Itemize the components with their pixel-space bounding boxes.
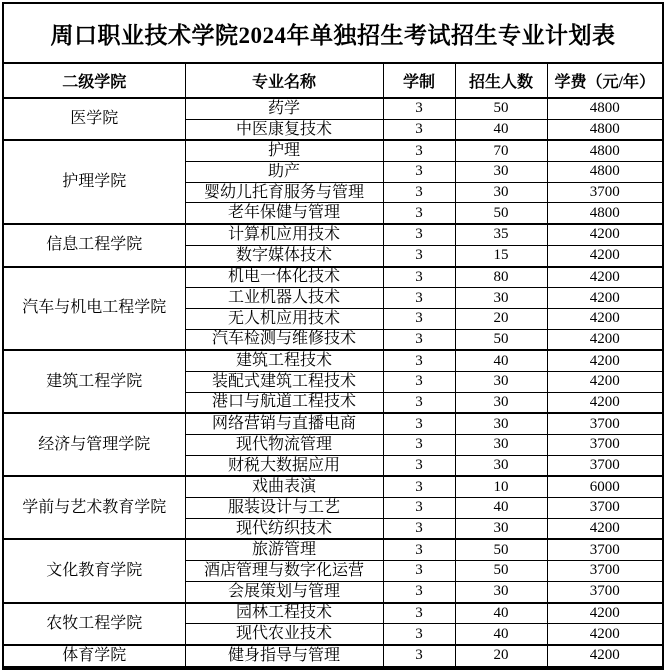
years-cell: 3 [383,498,455,519]
major-cell: 服装设计与工艺 [185,498,383,519]
years-cell: 3 [383,308,455,329]
major-cell: 现代物流管理 [185,435,383,456]
table-row [3,413,663,434]
table-row [3,539,663,560]
quota-cell: 30 [455,435,547,456]
years-cell: 3 [383,267,455,288]
years-cell: 3 [383,413,455,434]
column-header-enrollment-count: 招生人数 [455,63,547,98]
years-cell: 3 [383,245,455,266]
table-row [3,267,663,288]
college-cell: 学前与艺术教育学院 [3,476,185,539]
major-cell: 港口与航道工程技术 [185,392,383,413]
column-header-college: 二级学院 [3,63,185,98]
years-cell: 3 [383,581,455,602]
quota-cell: 20 [455,308,547,329]
college-cell: 文化教育学院 [3,539,185,602]
quota-cell: 30 [455,162,547,183]
college-cell: 农牧工程学院 [3,603,185,645]
quota-cell: 30 [455,518,547,539]
years-cell: 3 [383,603,455,624]
tuition-cell: 4800 [547,203,663,224]
quota-cell: 50 [455,98,547,119]
years-cell: 3 [383,518,455,539]
years-cell: 3 [383,119,455,140]
quota-cell: 35 [455,224,547,245]
years-cell: 3 [383,329,455,350]
admission-plan-page [0,2,664,669]
major-cell: 财税大数据应用 [185,455,383,476]
years-cell: 3 [383,371,455,392]
tuition-cell: 3700 [547,561,663,582]
quota-cell: 40 [455,498,547,519]
quota-cell: 15 [455,245,547,266]
quota-cell: 40 [455,624,547,645]
quota-cell: 50 [455,539,547,560]
quota-cell: 20 [455,645,547,668]
tuition-cell: 4800 [547,98,663,119]
table-row [3,603,663,624]
quota-cell: 40 [455,350,547,371]
years-cell: 3 [383,162,455,183]
table-row [3,476,663,497]
tuition-cell: 3700 [547,435,663,456]
years-cell: 3 [383,435,455,456]
column-header-duration: 学制 [383,63,455,98]
major-cell: 工业机器人技术 [185,288,383,309]
major-cell: 中医康复技术 [185,119,383,140]
quota-cell: 30 [455,371,547,392]
table-row [3,98,663,119]
tuition-cell: 4200 [547,308,663,329]
major-cell: 园林工程技术 [185,603,383,624]
quota-cell: 40 [455,119,547,140]
years-cell: 3 [383,98,455,119]
major-cell: 戏曲表演 [185,476,383,497]
tuition-cell: 4800 [547,140,663,161]
tuition-cell: 3700 [547,413,663,434]
tuition-cell: 3700 [547,182,663,203]
table-row [3,645,663,668]
quota-cell: 50 [455,329,547,350]
major-cell: 婴幼儿托育服务与管理 [185,182,383,203]
tuition-cell: 4200 [547,245,663,266]
major-cell: 建筑工程技术 [185,350,383,371]
major-cell: 酒店管理与数字化运营 [185,561,383,582]
tuition-cell: 4200 [547,518,663,539]
tuition-cell: 4200 [547,288,663,309]
column-header-tuition: 学费（元/年） [547,63,663,98]
quota-cell: 30 [455,288,547,309]
years-cell: 3 [383,182,455,203]
major-cell: 网络营销与直播电商 [185,413,383,434]
title-row [3,3,663,63]
college-cell: 汽车与机电工程学院 [3,267,185,351]
tuition-cell: 4200 [547,267,663,288]
tuition-cell: 4800 [547,162,663,183]
years-cell: 3 [383,645,455,668]
years-cell: 3 [383,203,455,224]
major-cell: 数字媒体技术 [185,245,383,266]
tuition-cell: 3700 [547,498,663,519]
years-cell: 3 [383,392,455,413]
quota-cell: 30 [455,455,547,476]
tuition-cell: 4800 [547,119,663,140]
quota-cell: 30 [455,182,547,203]
major-cell: 老年保健与管理 [185,203,383,224]
years-cell: 3 [383,288,455,309]
college-cell: 医学院 [3,98,185,140]
page-title: 周口职业技术学院2024年单独招生考试招生专业计划表 [3,3,663,63]
column-header-row [3,63,663,98]
tuition-cell: 3700 [547,455,663,476]
tuition-cell: 3700 [547,539,663,560]
column-header-major-name: 专业名称 [185,63,383,98]
tuition-cell: 4200 [547,329,663,350]
major-cell: 现代纺织技术 [185,518,383,539]
college-cell: 护理学院 [3,140,185,224]
quota-cell: 50 [455,561,547,582]
major-cell: 健身指导与管理 [185,645,383,668]
tuition-cell: 4200 [547,603,663,624]
major-cell: 助产 [185,162,383,183]
years-cell: 3 [383,224,455,245]
major-cell: 装配式建筑工程技术 [185,371,383,392]
tuition-cell: 4200 [547,645,663,668]
tuition-cell: 6000 [547,476,663,497]
major-cell: 药学 [185,98,383,119]
years-cell: 3 [383,350,455,371]
years-cell: 3 [383,624,455,645]
quota-cell: 10 [455,476,547,497]
college-cell: 经济与管理学院 [3,413,185,476]
major-cell: 计算机应用技术 [185,224,383,245]
table-row [3,350,663,371]
quota-cell: 50 [455,203,547,224]
table-row [3,140,663,161]
quota-cell: 80 [455,267,547,288]
years-cell: 3 [383,476,455,497]
major-cell: 机电一体化技术 [185,267,383,288]
major-cell: 现代农业技术 [185,624,383,645]
major-cell: 护理 [185,140,383,161]
college-cell: 体育学院 [3,645,185,668]
tuition-cell: 4200 [547,350,663,371]
quota-cell: 30 [455,581,547,602]
years-cell: 3 [383,140,455,161]
years-cell: 3 [383,455,455,476]
tuition-cell: 4200 [547,371,663,392]
tuition-cell: 3700 [547,581,663,602]
major-cell: 汽车检测与维修技术 [185,329,383,350]
quota-cell: 30 [455,413,547,434]
years-cell: 3 [383,539,455,560]
tuition-cell: 4200 [547,224,663,245]
tuition-cell: 4200 [547,624,663,645]
table-row [3,224,663,245]
major-cell: 旅游管理 [185,539,383,560]
quota-cell: 30 [455,392,547,413]
major-cell: 会展策划与管理 [185,581,383,602]
tuition-cell: 4200 [547,392,663,413]
college-cell: 建筑工程学院 [3,350,185,413]
admission-plan-table [2,2,664,670]
college-cell: 信息工程学院 [3,224,185,266]
quota-cell: 40 [455,603,547,624]
years-cell: 3 [383,561,455,582]
major-cell: 无人机应用技术 [185,308,383,329]
quota-cell: 70 [455,140,547,161]
